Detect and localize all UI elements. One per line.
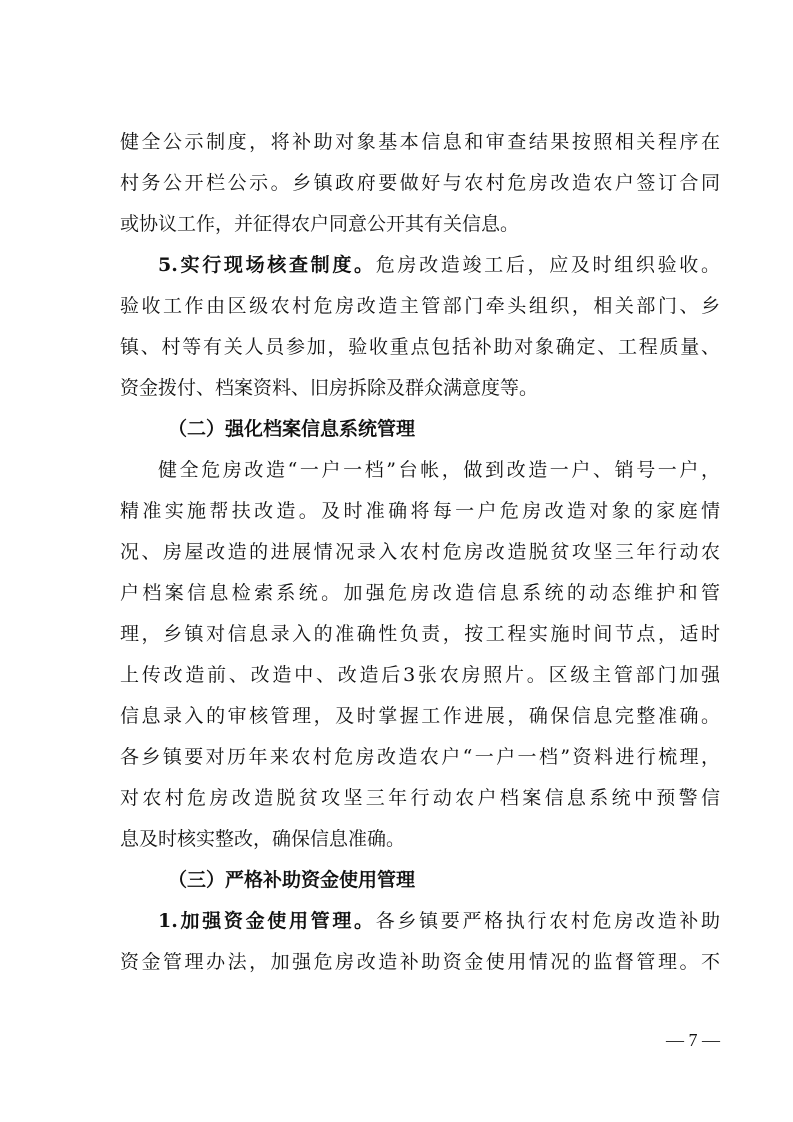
paragraph-line: 理，乡镇对信息录入的准确性负责，按工程实施时间节点，适时 <box>120 623 720 645</box>
paragraph-line: 资金管理办法，加强危房改造补助资金使用情况的监督管理。不 <box>120 951 720 973</box>
body-text <box>120 122 720 983</box>
paragraph-line: 信息录入的审核管理，及时掌握工作进展，确保信息完整准确。 <box>120 705 720 727</box>
paragraph-line: 息及时核实整改，确保信息准确。 <box>120 828 406 850</box>
paragraph-first-line <box>120 901 720 942</box>
paragraph-line: 资金拨付、档案资料、旧房拆除及群众满意度等。 <box>120 377 539 399</box>
item-lead: 5.实行现场核查制度。 <box>158 254 376 276</box>
paragraph-line: 户档案信息检索系统。加强危房改造信息系统的动态维护和管 <box>120 582 720 604</box>
page-number: — 7 — <box>666 1030 720 1050</box>
section-heading: （三）严格补助资金使用管理 <box>168 869 416 891</box>
paragraph-line: 对农村危房改造脱贫攻坚三年行动农户档案信息系统中预警信 <box>120 787 720 809</box>
paragraph-line: 况、房屋改造的进展情况录入农村危房改造脱贫攻坚三年行动农 <box>120 541 720 563</box>
paragraph-line: 健全公示制度，将补助对象基本信息和审查结果按照相关程序在 <box>120 131 720 153</box>
section-heading: （二）强化档案信息系统管理 <box>168 418 416 440</box>
paragraph-line: 各乡镇要对历年来农村危房改造农户“一户一档”资料进行梳理， <box>120 746 720 768</box>
item-lead: 1.加强资金使用管理。 <box>158 910 376 932</box>
paragraph-line: 精准实施帮扶改造。及时准确将每一户危房改造对象的家庭情 <box>120 500 720 522</box>
paragraph-line: 村务公开栏公示。乡镇政府要做好与农村危房改造农户签订合同 <box>120 172 720 194</box>
paragraph-line: 验收工作由区级农村危房改造主管部门牵头组织，相关部门、乡 <box>120 295 720 317</box>
paragraph-line: 或协议工作，并征得农户同意公开其有关信息。 <box>120 213 520 235</box>
paragraph-first-line: 健全危房改造“一户一档”台帐，做到改造一户、销号一户， <box>158 459 720 481</box>
item-text: 各乡镇要严格执行农村危房改造补助 <box>375 910 720 932</box>
item-text: 危房改造竣工后，应及时组织验收。 <box>375 254 720 276</box>
paragraph-first-line <box>120 245 720 286</box>
paragraph-line: 上传改造前、改造中、改造后3张农房照片。区级主管部门加强 <box>120 664 720 686</box>
paragraph-line: 镇、村等有关人员参加，验收重点包括补助对象确定、工程质量、 <box>120 336 720 358</box>
